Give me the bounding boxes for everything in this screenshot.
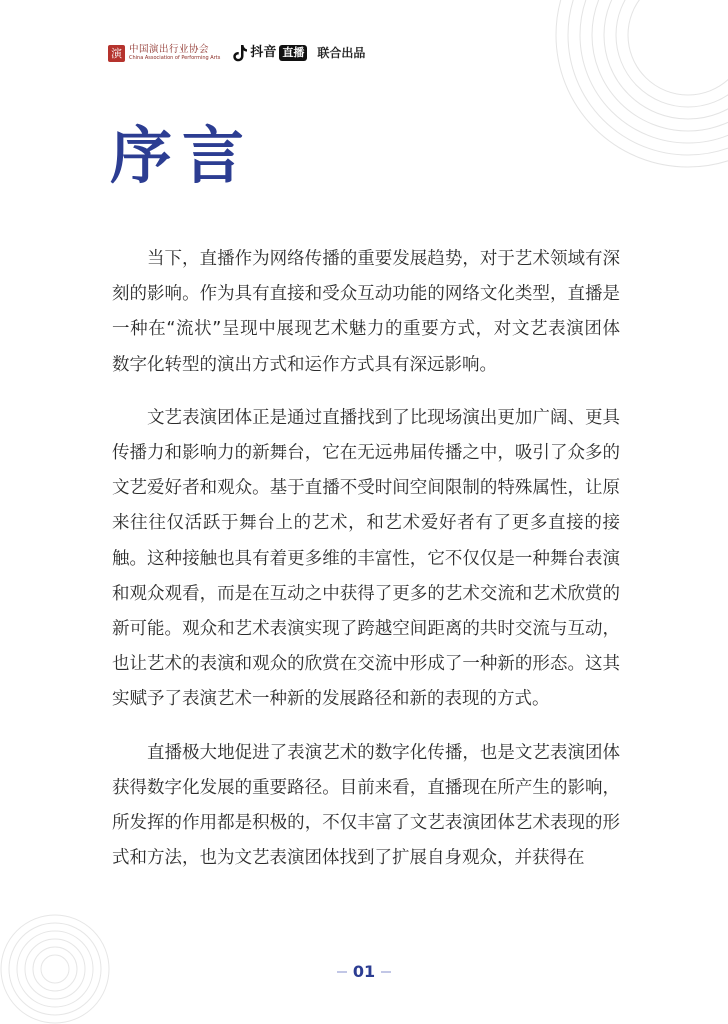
douyin-brand-name: 抖音 — [250, 45, 277, 60]
seal-icon: 演 — [108, 45, 125, 62]
decorative-circles-bottom-left — [0, 894, 110, 1024]
douyin-note-icon — [232, 44, 248, 62]
association-name: 中国演出行业协会 — [129, 44, 210, 55]
paragraph-1: 当下，直播作为网络传播的重要发展趋势，对于艺术领域有深刻的影响。作为具有直接和受众互动功能的网络文化类型，直播是一种在“流状”呈现中展现艺术魅力的重要方式，对文艺表演团体数字化转型的演出方式和运作方式具有深远影响。 — [112, 249, 620, 375]
association-logo — [108, 44, 220, 62]
footer-dash-right — [381, 971, 391, 973]
decorative-circles-top-right — [488, 0, 728, 170]
page-title: 序言 — [110, 119, 255, 192]
paragraph-3: 直播极大地促进了表演艺术的数字化传播，也是文艺表演团体获得数字化发展的重要路径。目前来看，直播现在所产生的影响，所发挥的作用都是积极的，不仅丰富了文艺表演团体艺术表现的形式和方法，也为文艺表演团体找到了扩展自身观众，并获得在 — [112, 742, 620, 869]
body-text — [112, 242, 620, 894]
header-logos — [108, 40, 365, 66]
joint-production-label: 联合出品 — [317, 46, 366, 60]
page-footer — [0, 962, 728, 982]
association-name-en: China Association of Performing Arts — [129, 55, 221, 61]
douyin-live-logo — [232, 44, 307, 62]
paragraph-2: 文艺表演团体正是通过直播找到了比现场演出更加广阔、更具传播力和影响力的新舞台，它在无远弗届传播之中，吸引了众多的文艺爱好者和观众。基于直播不受时间空间限制的特殊属性，让原来往往仅活跃于舞台上的艺术，和艺术爱好者有了更多直接的接触。这种接触也具有着更多维的丰富性，它不仅仅是一种舞台表演和观众观看，而是在互动之中获得了更多的艺术交流和艺术欣赏的新可能。观众和艺术表演实现了跨越空间距离的共时交流与互动，也让艺术的表演和观众的欣赏在交流中形成了一种新的形态。这其实赋予了表演艺术一种新的发展路径和新的表现的方式。 — [112, 407, 620, 710]
footer-dash-left — [337, 971, 347, 973]
live-badge: 直播 — [279, 45, 307, 61]
page-number: 01 — [352, 962, 376, 981]
